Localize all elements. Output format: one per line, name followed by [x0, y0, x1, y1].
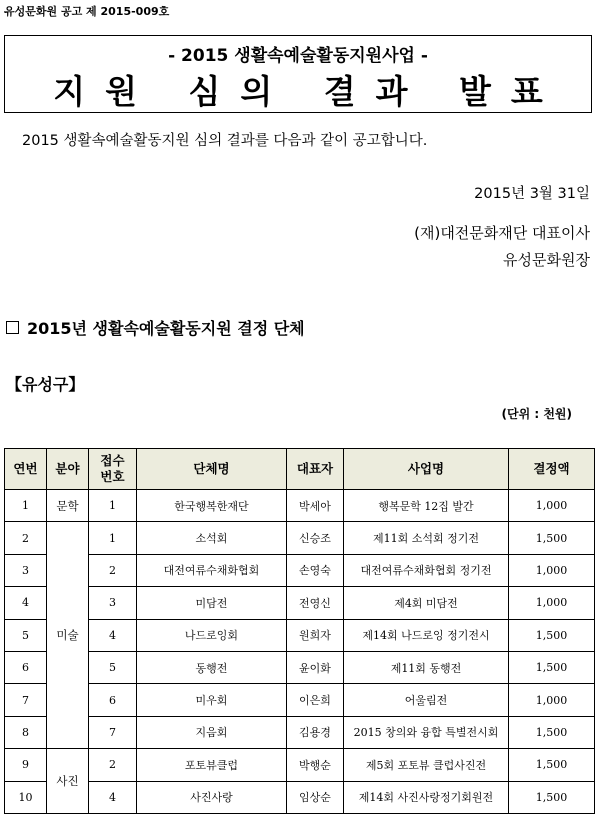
cell-group: 사진사랑	[137, 781, 287, 813]
cell-rep: 손영숙	[287, 554, 344, 586]
cell-reg: 3	[89, 587, 137, 619]
cell-no: 6	[5, 651, 47, 683]
cell-no: 7	[5, 684, 47, 716]
main-title: 지원 심의 결과 발표	[53, 72, 563, 111]
cell-group: 동행전	[137, 651, 287, 683]
cell-rep: 임상순	[287, 781, 344, 813]
cell-genre: 사진	[47, 749, 89, 814]
cell-no: 2	[5, 522, 47, 554]
document-number: 유성문화원 공고 제 2015-009호	[4, 5, 170, 18]
table-row	[5, 749, 595, 781]
issuer-line-1: (재)대전문화재단 대표이사	[414, 224, 590, 242]
issuer-block	[414, 220, 590, 274]
cell-rep: 윤이화	[287, 651, 344, 683]
cell-reg: 4	[89, 619, 137, 651]
checkbox-icon	[6, 321, 19, 334]
cell-project: 제11회 동행전	[344, 651, 509, 683]
cell-rep: 전영신	[287, 587, 344, 619]
cell-reg: 5	[89, 651, 137, 683]
intro-text: 2015 생활속예술활동지원 심의 결과를 다음과 같이 공고합니다.	[22, 133, 428, 149]
cell-rep: 이은희	[287, 684, 344, 716]
header-group: 단체명	[137, 449, 287, 490]
cell-reg: 1	[89, 522, 137, 554]
cell-no: 8	[5, 716, 47, 748]
cell-project: 행복문학 12집 발간	[344, 490, 509, 522]
section-heading	[6, 316, 305, 339]
cell-project: 제14회 나드로잉 정기전시	[344, 619, 509, 651]
cell-rep: 신승조	[287, 522, 344, 554]
cell-group: 대전여류수채화협회	[137, 554, 287, 586]
cell-group: 미담전	[137, 587, 287, 619]
cell-reg: 4	[89, 781, 137, 813]
table-row	[5, 684, 595, 716]
table-row	[5, 716, 595, 748]
cell-reg: 2	[89, 749, 137, 781]
cell-amount: 1,000	[509, 490, 595, 522]
table-row	[5, 490, 595, 522]
cell-no: 10	[5, 781, 47, 813]
cell-amount: 1,500	[509, 749, 595, 781]
header-no: 연번	[5, 449, 47, 490]
cell-amount: 1,500	[509, 651, 595, 683]
cell-reg: 6	[89, 684, 137, 716]
table-row	[5, 554, 595, 586]
cell-reg: 2	[89, 554, 137, 586]
announcement-date: 2015년 3월 31일	[474, 186, 590, 202]
cell-project: 2015 창의와 융합 특별전시회	[344, 716, 509, 748]
cell-project: 제4회 미담전	[344, 587, 509, 619]
table-row	[5, 651, 595, 683]
cell-reg: 7	[89, 716, 137, 748]
subtitle: - 2015 생활속예술활동지원사업 -	[168, 46, 428, 66]
cell-amount: 1,500	[509, 522, 595, 554]
cell-no: 3	[5, 554, 47, 586]
header-reg-no: 접수 번호	[89, 449, 137, 490]
cell-amount: 1,000	[509, 554, 595, 586]
cell-group: 한국행복한재단	[137, 490, 287, 522]
cell-amount: 1,000	[509, 684, 595, 716]
header-genre: 분야	[47, 449, 89, 490]
cell-genre: 문학	[47, 490, 89, 522]
table-row	[5, 587, 595, 619]
cell-group: 포토뷰클럽	[137, 749, 287, 781]
cell-group: 미우회	[137, 684, 287, 716]
cell-reg: 1	[89, 490, 137, 522]
table-row	[5, 522, 595, 554]
title-box	[4, 35, 592, 113]
cell-no: 9	[5, 749, 47, 781]
cell-project: 제11회 소석회 정기전	[344, 522, 509, 554]
table-header-row	[5, 449, 595, 490]
results-table	[4, 448, 595, 814]
cell-group: 나드로잉회	[137, 619, 287, 651]
cell-project: 제14회 사진사랑정기회원전	[344, 781, 509, 813]
cell-no: 5	[5, 619, 47, 651]
header-project: 사업명	[344, 449, 509, 490]
cell-rep: 박세아	[287, 490, 344, 522]
cell-no: 1	[5, 490, 47, 522]
cell-rep: 원희자	[287, 619, 344, 651]
cell-no: 4	[5, 587, 47, 619]
cell-group: 소석회	[137, 522, 287, 554]
cell-genre: 미술	[47, 522, 89, 749]
header-amount: 결정액	[509, 449, 595, 490]
unit-label: (단위 : 천원)	[501, 407, 572, 421]
cell-project: 제5회 포토뷰 클럽사진전	[344, 749, 509, 781]
section-heading-text: 2015년 생활속예술활동지원 결정 단체	[27, 319, 305, 338]
issuer-line-2: 유성문화원장	[503, 251, 590, 269]
table-row	[5, 781, 595, 813]
cell-amount: 1,500	[509, 619, 595, 651]
cell-project: 어울림전	[344, 684, 509, 716]
cell-project: 대전여류수채화협회 정기전	[344, 554, 509, 586]
cell-group: 지음회	[137, 716, 287, 748]
cell-amount: 1,500	[509, 781, 595, 813]
header-rep: 대표자	[287, 449, 344, 490]
cell-amount: 1,500	[509, 716, 595, 748]
district-label: 【유성구】	[6, 375, 85, 394]
cell-rep: 김용경	[287, 716, 344, 748]
table-row	[5, 619, 595, 651]
cell-amount: 1,000	[509, 587, 595, 619]
cell-rep: 박행순	[287, 749, 344, 781]
